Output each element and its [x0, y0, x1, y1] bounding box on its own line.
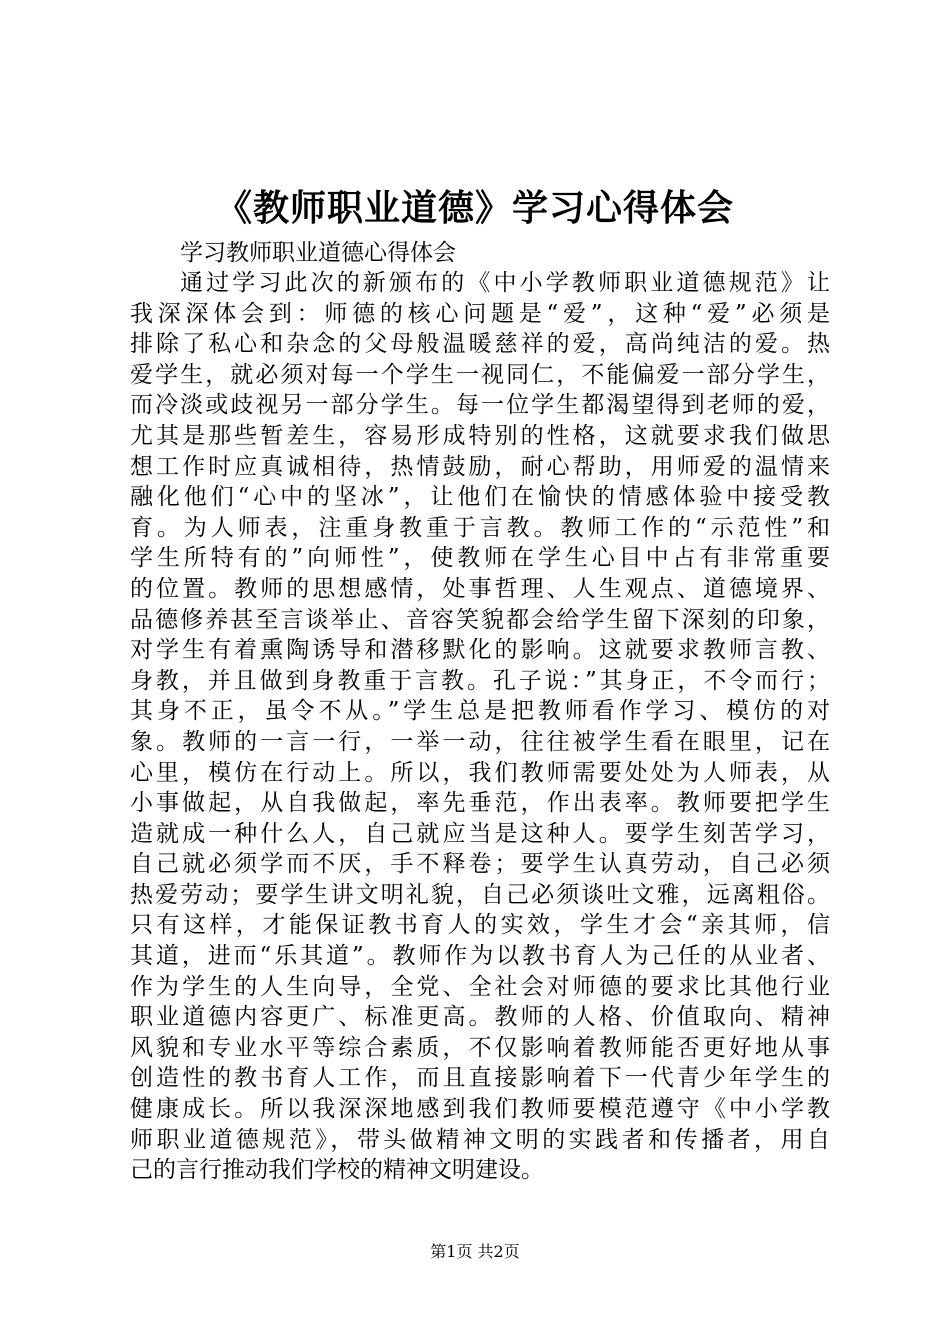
- document-subtitle: 学习教师职业道德心得体会: [180, 240, 456, 266]
- body-line: 其身不正，虽令不从。”学生总是把教师看作学习、模仿的对: [130, 698, 830, 725]
- body-line: 造就成一种什么人，自己就应当是这种人。要学生刻苦学习，: [130, 820, 830, 847]
- body-line: 自己就必须学而不厌，手不释卷；要学生认真劳动，自己必须: [130, 851, 830, 878]
- body-line: 只有这样，才能保证教书育人的实效，学生才会“亲其师，信: [130, 912, 830, 939]
- body-line: 想工作时应真诚相待，热情鼓励，耐心帮助，用师爱的温情来: [130, 453, 830, 480]
- body-line: 健康成长。所以我深深地感到我们教师要模范遵守《中小学教: [130, 1096, 830, 1123]
- body-line: 小事做起，从自我做起，率先垂范，作出表率。教师要把学生: [130, 790, 830, 817]
- body-line: 尤其是那些暂差生，容易形成特别的性格，这就要求我们做思: [130, 422, 830, 449]
- body-paragraph: [130, 268, 830, 1186]
- body-line: 学生所特有的”向师性”，使教师在学生心目中占有非常重要: [130, 545, 830, 572]
- body-line: 心里，模仿在行动上。所以，我们教师需要处处为人师表，从: [130, 759, 830, 786]
- body-line: 其道，进而“乐其道”。教师作为以教书育人为己任的从业者、: [130, 943, 830, 970]
- body-line: 创造性的教书育人工作，而且直接影响着下一代青少年学生的: [130, 1065, 830, 1092]
- body-line: 师职业道德规范》，带头做精神文明的实践者和传播者，用自: [130, 1126, 830, 1153]
- document-title: 《教师职业道德》学习心得体会: [215, 187, 734, 229]
- body-line: 己的言行推动我们学校的精神文明建设。: [130, 1157, 544, 1184]
- body-line: 象。教师的一言一行，一举一动，往往被学生看在眼里，记在: [130, 728, 830, 755]
- body-line: 品德修养甚至言谈举止、音容笑貌都会给学生留下深刻的印象，: [130, 606, 830, 633]
- body-line: 通过学习此次的新颁布的《中小学教师职业道德规范》让: [180, 270, 830, 296]
- body-line: 热爱劳动；要学生讲文明礼貌，自己必须谈吐文雅，远离粗俗。: [130, 881, 830, 908]
- body-line: 而冷淡或歧视另一部分学生。每一位学生都渴望得到老师的爱，: [130, 392, 830, 419]
- body-line: 职业道德内容更广、标准更高。教师的人格、价值取向、精神: [130, 1004, 830, 1031]
- body-line: 爱学生，就必须对每一个学生一视同仁，不能偏爱一部分学生，: [130, 361, 830, 388]
- body-line: 排除了私心和杂念的父母般温暖慈祥的爱，高尚纯洁的爱。热: [130, 331, 830, 358]
- body-line: 育。为人师表，注重身教重于言教。教师工作的“示范性”和: [130, 514, 830, 541]
- body-line: 融化他们“心中的坚冰”，让他们在愉快的情感体验中接受教: [130, 484, 830, 511]
- body-line: 身教，并且做到身教重于言教。孔子说：”其身正，不令而行；: [130, 667, 830, 694]
- body-line: 的位置。教师的思想感情，处事哲理、人生观点、道德境界、: [130, 575, 830, 602]
- body-line: 我深深体会到：师德的核心问题是“爱”，这种“爱”必须是: [130, 300, 830, 327]
- body-line: 风貌和专业水平等综合素质，不仅影响着教师能否更好地从事: [130, 1034, 830, 1061]
- body-line: 对学生有着熏陶诱导和潜移默化的影响。这就要求教师言教、: [130, 637, 830, 664]
- body-line: 作为学生的人生向导，全党、全社会对师德的要求比其他行业: [130, 973, 830, 1000]
- page-number-footer: 第1页 共2页: [430, 1242, 520, 1261]
